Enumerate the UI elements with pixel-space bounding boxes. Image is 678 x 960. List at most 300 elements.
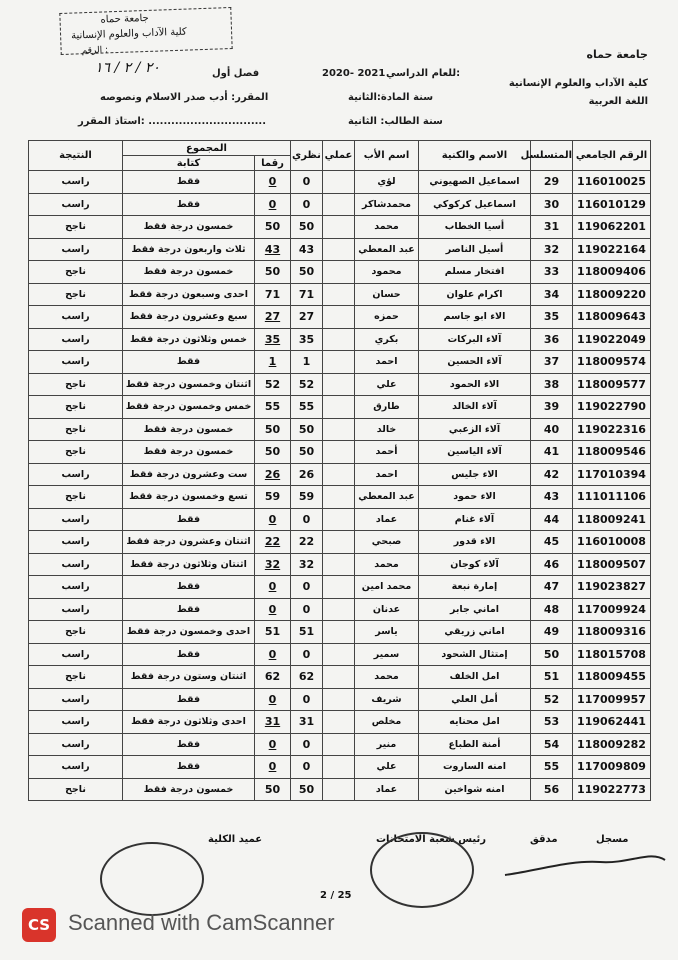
cell-theory: 43 [291,238,323,261]
cell-total-digits: 50 [255,778,291,801]
camscanner-text: Scanned with CamScanner [68,910,335,935]
cell-student-id: 117009809 [573,756,651,779]
cell-father: علي [355,756,419,779]
cell-practical [323,576,355,599]
cell-total-digits: 0 [255,688,291,711]
cell-serial: 34 [531,283,573,306]
cell-total-digits: 59 [255,486,291,509]
cell-total-words: ست وعشرون درجة فقط [123,463,255,486]
cell-theory: 50 [291,216,323,239]
cell-total-digits: 35 [255,328,291,351]
table-row [29,306,651,329]
cell-father: بكري [355,328,419,351]
checker-label: مدقق [530,834,558,845]
cell-serial: 39 [531,396,573,419]
instructor-line: استاذ المقرر: ............................... [78,116,267,127]
cell-student-id: 118009241 [573,508,651,531]
registrar-signature [500,840,670,890]
cell-practical [323,238,355,261]
table-row [29,328,651,351]
faculty-stamp [59,7,232,55]
cell-total-digits: 0 [255,193,291,216]
cell-theory: 22 [291,531,323,554]
cell-serial: 56 [531,778,573,801]
table-row [29,666,651,689]
stamp-line-3: الرقم : [81,45,109,57]
cell-serial: 51 [531,666,573,689]
cell-result: ناجح [29,216,123,239]
cell-result: ناجح [29,261,123,284]
cell-name: امنه شواخين [419,778,531,801]
cell-total-words: ثلاث واربعون درجة فقط [123,238,255,261]
cell-total-digits: 51 [255,621,291,644]
cell-total-digits: 26 [255,463,291,486]
camscanner-logo: CS [22,908,56,942]
stamp-line-2: كلية الآداب والعلوم الإنسانية [70,26,187,42]
cell-father: احمد [355,463,419,486]
cell-student-id: 116010025 [573,171,651,194]
cell-theory: 31 [291,711,323,734]
cell-serial: 44 [531,508,573,531]
cell-total-digits: 0 [255,733,291,756]
cell-serial: 55 [531,756,573,779]
cell-practical [323,283,355,306]
cell-father: محمد [355,216,419,239]
cell-student-id: 118009282 [573,733,651,756]
cell-result: راسب [29,576,123,599]
cell-father: صبحي [355,531,419,554]
cell-student-id: 119022164 [573,238,651,261]
cell-practical [323,328,355,351]
cell-result: راسب [29,688,123,711]
cell-total-words: فقط [123,643,255,666]
cell-name: أسيل الناصر [419,238,531,261]
semester: فصل أول [212,68,260,79]
cell-father: لؤي [355,171,419,194]
table-row [29,621,651,644]
cell-total-digits: 0 [255,171,291,194]
cell-practical [323,711,355,734]
table-row [29,643,651,666]
cell-total-words: فقط [123,351,255,374]
cell-father: خالد [355,418,419,441]
cell-total-words: تسع وخمسون درجة فقط [123,486,255,509]
cell-total-words: خمسون درجة فقط [123,778,255,801]
cell-name: افتخار مسلم [419,261,531,284]
cell-father: محمد [355,553,419,576]
cell-serial: 53 [531,711,573,734]
cell-total-digits: 0 [255,576,291,599]
cell-theory: 26 [291,463,323,486]
cell-name: الاء الحمود [419,373,531,396]
cell-total-words: فقط [123,193,255,216]
cell-practical [323,778,355,801]
cell-serial: 42 [531,463,573,486]
table-row [29,373,651,396]
cell-name: آلاء الزعبي [419,418,531,441]
cell-practical [323,531,355,554]
cell-total-digits: 43 [255,238,291,261]
cell-name: اسماعيل كركوكي [419,193,531,216]
cell-theory: 71 [291,283,323,306]
cell-result: راسب [29,756,123,779]
cell-theory: 59 [291,486,323,509]
cell-student-id: 119022773 [573,778,651,801]
cell-serial: 36 [531,328,573,351]
cell-total-words: خمس وثلاثون درجة فقط [123,328,255,351]
cell-result: ناجح [29,373,123,396]
table-row [29,238,651,261]
dean-label: عميد الكلية [208,834,263,845]
cell-result: راسب [29,531,123,554]
cell-theory: 1 [291,351,323,374]
cell-practical [323,486,355,509]
cell-name: آلاء غنام [419,508,531,531]
cell-serial: 37 [531,351,573,374]
cell-serial: 29 [531,171,573,194]
cell-practical [323,306,355,329]
cell-student-id: 118015708 [573,643,651,666]
cell-total-digits: 0 [255,598,291,621]
cell-name: آلاء كوجان [419,553,531,576]
cell-student-id: 111011106 [573,486,651,509]
cell-father: حمزه [355,306,419,329]
cell-father: عماد [355,778,419,801]
cell-student-id: 119022316 [573,418,651,441]
cell-result: راسب [29,598,123,621]
cell-total-words: فقط [123,171,255,194]
col-practical: عملي [323,141,355,171]
cell-student-id: 116010008 [573,531,651,554]
cell-serial: 50 [531,643,573,666]
cell-theory: 0 [291,576,323,599]
cell-total-words: فقط [123,576,255,599]
cell-student-id: 119022049 [573,328,651,351]
cell-student-id: 118009507 [573,553,651,576]
cell-practical [323,643,355,666]
department-name: اللغة العربية [588,96,648,107]
cell-serial: 40 [531,418,573,441]
col-total-words: كتابة [123,156,255,171]
cell-student-id: 118009574 [573,351,651,374]
table-body [29,171,651,801]
cell-name: امل الخلف [419,666,531,689]
cell-practical [323,508,355,531]
cell-serial: 46 [531,553,573,576]
cell-father: طارق [355,396,419,419]
col-student-id: الرقم الجامعي [573,141,651,171]
cell-theory: 52 [291,373,323,396]
cell-practical [323,553,355,576]
cell-student-id: 118009406 [573,261,651,284]
cell-practical [323,351,355,374]
cell-total-words: فقط [123,756,255,779]
cell-father: محمود [355,261,419,284]
cell-name: الاء حمود [419,486,531,509]
cell-student-id: 118009316 [573,621,651,644]
cell-name: الاء جليس [419,463,531,486]
cell-theory: 50 [291,441,323,464]
table-row [29,261,651,284]
cell-practical [323,666,355,689]
cell-result: راسب [29,733,123,756]
cell-serial: 48 [531,598,573,621]
cell-name: إمتثال الشحود [419,643,531,666]
cell-serial: 31 [531,216,573,239]
cell-theory: 0 [291,756,323,779]
stamp-line-1: جامعة حماه [100,12,149,26]
cell-serial: 35 [531,306,573,329]
cell-practical [323,621,355,644]
cell-name: اكرام علوان [419,283,531,306]
table-row [29,171,651,194]
cell-result: ناجح [29,396,123,419]
cell-theory: 50 [291,418,323,441]
subject-year: سنة المادة:الثانية [348,92,434,103]
cell-total-digits: 55 [255,396,291,419]
course-name: المقرر: أدب صدر الاسلام ونصوصه [100,92,269,103]
cell-result: راسب [29,238,123,261]
table-row [29,756,651,779]
cell-practical [323,441,355,464]
cell-practical [323,418,355,441]
cell-practical [323,373,355,396]
cell-theory: 0 [291,508,323,531]
cell-theory: 32 [291,553,323,576]
cell-result: راسب [29,328,123,351]
cell-name: اماني جابر [419,598,531,621]
cell-theory: 0 [291,193,323,216]
cell-total-words: فقط [123,733,255,756]
cell-student-id: 118009577 [573,373,651,396]
cell-serial: 54 [531,733,573,756]
cell-father: عماد [355,508,419,531]
table-row [29,216,651,239]
table-row [29,688,651,711]
cell-total-words: خمسون درجة فقط [123,441,255,464]
table-row [29,441,651,464]
cell-name: اسماعيل الصهيوني [419,171,531,194]
cell-student-id: 119023827 [573,576,651,599]
cell-total-words: اثنتان وستون درجة فقط [123,666,255,689]
cell-name: امنه الساروت [419,756,531,779]
cell-name: آلاء البركات [419,328,531,351]
cell-total-words: فقط [123,508,255,531]
cell-total-digits: 1 [255,351,291,374]
table-row [29,531,651,554]
cell-father: ياسر [355,621,419,644]
cell-father: عبد المعطي [355,486,419,509]
cell-result: راسب [29,306,123,329]
table-row [29,598,651,621]
cell-result: راسب [29,711,123,734]
table-row [29,463,651,486]
cell-theory: 35 [291,328,323,351]
cell-total-words: خمسون درجة فقط [123,216,255,239]
cell-result: ناجح [29,283,123,306]
cell-serial: 49 [531,621,573,644]
col-serial: المتسلسل [531,141,573,171]
cell-father: منير [355,733,419,756]
cell-name: الاء ابو جاسم [419,306,531,329]
table-row [29,486,651,509]
registrar-label: مسجل [596,834,629,845]
cell-result: راسب [29,193,123,216]
cell-student-id: 118009643 [573,306,651,329]
cell-serial: 33 [531,261,573,284]
table-row [29,576,651,599]
cell-result: ناجح [29,486,123,509]
cell-total-words: احدى وثلاثون درجة فقط [123,711,255,734]
col-total: المجموع [123,141,291,156]
cell-student-id: 116010129 [573,193,651,216]
exams-seal [370,832,474,908]
exams-head-label: رئيس شعبة الامتحانات [376,834,486,845]
cell-name: آلاء الياسين [419,441,531,464]
cell-result: ناجح [29,418,123,441]
cell-father: مخلص [355,711,419,734]
cell-practical [323,216,355,239]
cell-total-digits: 31 [255,711,291,734]
cell-theory: 50 [291,261,323,284]
cell-result: راسب [29,553,123,576]
cell-student-id: 119062441 [573,711,651,734]
table-row [29,553,651,576]
cell-name: آلاء الخالد [419,396,531,419]
cell-result: راسب [29,463,123,486]
cell-practical [323,396,355,419]
table-row [29,193,651,216]
cell-theory: 0 [291,733,323,756]
faculty-name: كلية الآداب والعلوم الإنسانية [508,78,648,89]
handwritten-date: ٢٠ / ٢ / ١٦ [95,60,160,76]
cell-theory: 0 [291,643,323,666]
cell-name: إمارة نبعة [419,576,531,599]
table-row [29,733,651,756]
col-result: النتيجة [29,141,123,171]
cell-name: امل محنايه [419,711,531,734]
col-father: اسم الأب [355,141,419,171]
cell-name: أمل العلي [419,688,531,711]
cell-total-words: احدى وخمسون درجة فقط [123,621,255,644]
cell-serial: 45 [531,531,573,554]
cell-name: اماني زريقي [419,621,531,644]
cell-result: راسب [29,643,123,666]
cell-total-digits: 50 [255,216,291,239]
cell-father: سمير [355,643,419,666]
cell-serial: 47 [531,576,573,599]
cell-name: الاء قدور [419,531,531,554]
cell-result: ناجح [29,441,123,464]
cell-father: أحمد [355,441,419,464]
table-row [29,351,651,374]
cell-result: راسب [29,171,123,194]
grades-table [28,140,651,801]
cell-total-digits: 62 [255,666,291,689]
cell-total-words: سبع وعشرون درجة فقط [123,306,255,329]
page-number: 2 / 25 [320,890,352,901]
cell-practical [323,261,355,284]
table-row [29,283,651,306]
cell-total-digits: 52 [255,373,291,396]
cell-name: أمنة الطباع [419,733,531,756]
cell-total-digits: 71 [255,283,291,306]
academic-year: 2020- 2021 [322,68,386,79]
cell-total-words: اثنتان وثلاثون درجة فقط [123,553,255,576]
cell-theory: 0 [291,688,323,711]
cell-father: عبد المعطي [355,238,419,261]
cell-total-words: اثنتان وعشرون درجة فقط [123,531,255,554]
cell-total-digits: 0 [255,508,291,531]
cell-serial: 52 [531,688,573,711]
cell-result: ناجح [29,621,123,644]
cell-total-words: خمسون درجة فقط [123,418,255,441]
cell-serial: 43 [531,486,573,509]
col-theory: نظري [291,141,323,171]
university-name: جامعة حماه [586,48,648,61]
cell-result: راسب [29,351,123,374]
cell-total-digits: 50 [255,261,291,284]
table-row [29,778,651,801]
cell-theory: 0 [291,171,323,194]
cell-practical [323,598,355,621]
cell-student-id: 117009957 [573,688,651,711]
table-row [29,508,651,531]
cell-total-digits: 32 [255,553,291,576]
cell-practical [323,733,355,756]
table-header-row [29,141,651,156]
cell-serial: 41 [531,441,573,464]
cell-father: محمد [355,666,419,689]
cell-theory: 50 [291,778,323,801]
cell-total-digits: 50 [255,418,291,441]
cell-result: ناجح [29,666,123,689]
cell-total-words: احدى وسبعون درجة فقط [123,283,255,306]
cell-theory: 0 [291,598,323,621]
cell-practical [323,688,355,711]
cell-total-words: فقط [123,688,255,711]
col-name: الاسم والكنية [419,141,531,171]
cell-theory: 62 [291,666,323,689]
cell-theory: 51 [291,621,323,644]
cell-serial: 30 [531,193,573,216]
cell-practical [323,756,355,779]
cell-student-id: 117009924 [573,598,651,621]
cell-practical [323,463,355,486]
cell-practical [323,193,355,216]
cell-name: أسيا الخطاب [419,216,531,239]
camscanner-watermark [0,900,678,960]
col-total-digits: رقما [255,156,291,171]
cell-total-words: خمس وخمسون درجة فقط [123,396,255,419]
cell-father: احمد [355,351,419,374]
table-row [29,418,651,441]
cell-student-id: 119022790 [573,396,651,419]
table-row [29,396,651,419]
cell-name: آلاء الحسين [419,351,531,374]
cell-total-words: خمسون درجة فقط [123,261,255,284]
cell-student-id: 117010394 [573,463,651,486]
student-year: سنة الطالب: الثانية [348,116,443,127]
cell-student-id: 119062201 [573,216,651,239]
cell-theory: 27 [291,306,323,329]
cell-practical [323,171,355,194]
cell-father: محمد امين [355,576,419,599]
cell-result: ناجح [29,778,123,801]
cell-serial: 38 [531,373,573,396]
cell-serial: 32 [531,238,573,261]
cell-total-digits: 27 [255,306,291,329]
